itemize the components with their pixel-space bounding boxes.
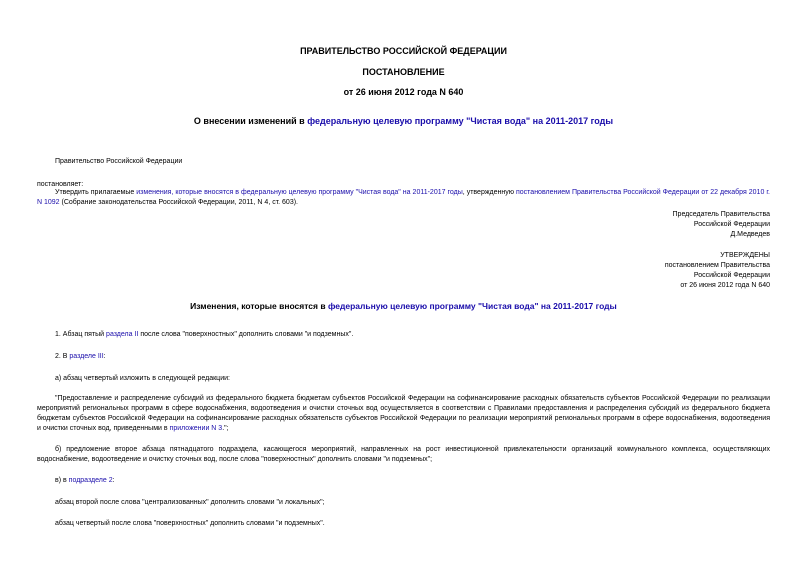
approval-line: от 26 июня 2012 года N 640 <box>680 282 770 289</box>
document-title <box>0 116 807 126</box>
text-span: в) в <box>55 477 69 484</box>
text-span: 2. В <box>55 353 70 360</box>
decree-paragraph <box>37 188 770 208</box>
quoted-paragraph <box>37 394 770 434</box>
changes-link[interactable]: изменения, которые вносятся в федеральную целевую программу "Чистая вода" на 2011-2017 годы <box>136 189 463 196</box>
text-span: , утвержденную <box>462 189 516 196</box>
decides-line: постановляет: <box>37 181 84 188</box>
appendix-3-link[interactable]: приложении N 3 <box>169 425 223 432</box>
text-span: (Собрание законодательства Российской Федерации, 2011, N 4, ст. 603). <box>59 199 298 206</box>
text-span: после слова "поверхностных" дополнить словами "и подземных". <box>138 331 354 338</box>
resolution-link[interactable]: постановлением Правительства Российской Федерации от 22 декабря <box>515 189 747 196</box>
signature-org: Российской Федерации <box>693 221 770 228</box>
section-ii-link[interactable]: раздела II <box>106 331 139 338</box>
approval-line: Российской Федерации <box>693 272 770 279</box>
text-span: : <box>103 353 106 360</box>
government-heading: ПРАВИТЕЛЬСТВО РОССИЙСКОЙ ФЕДЕРАЦИИ <box>300 46 507 56</box>
changes-title <box>0 301 807 311</box>
item-2v-2: абзац четвертый после слова "поверхностных" дополнить словами "и подземных". <box>55 520 325 527</box>
document-date-heading: от 26 июня 2012 года N 640 <box>343 87 464 97</box>
text-span: Утвердить прилагаемые <box>55 189 137 196</box>
item-2v-1: абзац второй после слова "централизованных" дополнить словами "и локальных"; <box>55 499 325 506</box>
item-2v <box>55 476 115 486</box>
approval-heading: УТВЕРЖДЕНЫ <box>720 252 770 259</box>
text-span: "Предоставление и распределение субсидий из федерального бюджета бюджетам субъектов Российской Федерации на софинансирование расходных обязательств субъектов Российской Федерации по реализации мероприятий региональных программ в сфере водоснабжения, водоотведения и очистки сточных вод осуществляется в соответствии с Правилами предоставления и распределения субсидий из федерального бюджета бюджетам субъектов Российской Федерации на софинансирование расходных обязательств субъектов Российской Федерации по реализации мероприятий региональных программ в сфере водоснабжения, водоотведения и очистки сточных вод, приведенными в <box>37 395 770 432</box>
text-span: 1. Абзац пятый <box>55 331 107 338</box>
item-2b: б) предложение второе абзаца пятнадцатого подраздела, касающегося мероприятий, направленных на рост инвестиционной привлекательности организаций коммунального комплекса, осуществляющих водоснабжение, водоотведение и очистку сточных вод, после слова "поверхностных" дополнить словами "и подземных"; <box>37 446 770 463</box>
item-2 <box>55 352 106 362</box>
subsection-2-link[interactable]: подразделе 2 <box>68 477 113 484</box>
approval-block <box>665 251 770 291</box>
section-iii-link[interactable]: разделе III <box>69 353 104 360</box>
document-title-text: О внесении изменений в <box>193 116 308 126</box>
signature-name: Д.Медведев <box>730 231 770 238</box>
resolution-link-number[interactable]: 2010 г. N 1092 <box>37 189 770 206</box>
item-1 <box>55 330 353 340</box>
document-type-heading: ПОСТАНОВЛЕНИЕ <box>362 67 445 77</box>
signature-block <box>673 210 770 240</box>
approval-line: постановлением Правительства <box>664 262 770 269</box>
program-link[interactable]: федеральную целевую программу "Чистая вода" на 2011-2017 годы <box>327 301 617 311</box>
text-span: : <box>112 477 115 484</box>
signature-title: Председатель Правительства <box>672 211 770 218</box>
program-link[interactable]: федеральную целевую программу "Чистая вода" на 2011-2017 годы <box>307 116 614 126</box>
government-line: Правительство Российской Федерации <box>55 158 183 165</box>
item-2a: а) абзац четвертый изложить в следующей редакции: <box>55 375 230 382</box>
changes-title-text: Изменения, которые вносятся в <box>190 301 328 311</box>
text-span: ."; <box>222 425 229 432</box>
